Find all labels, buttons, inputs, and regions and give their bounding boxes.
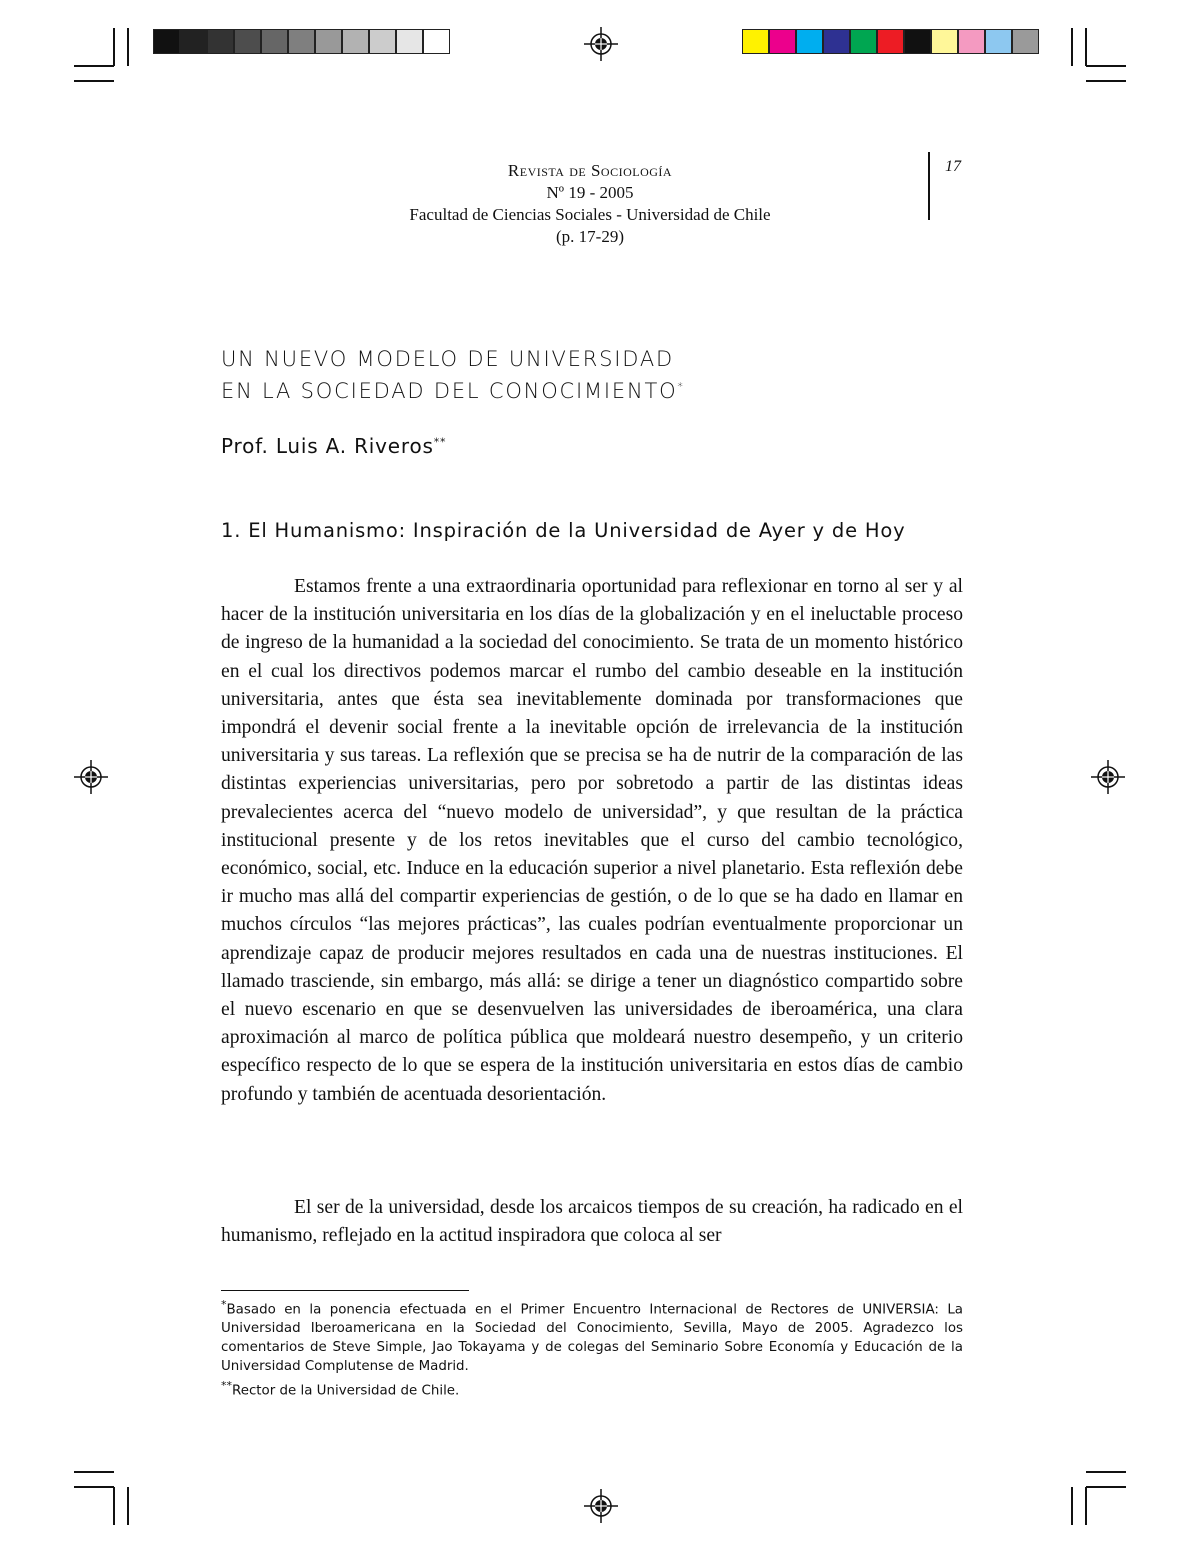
title-line-1: UN NUEVO MODELO DE UNIVERSIDAD (221, 347, 675, 371)
journal-name: Revista de Sociología (507, 161, 673, 180)
crop-mark-bottom-right-h2 (1086, 1486, 1126, 1488)
color-swatch (958, 29, 985, 54)
gray-swatch (153, 29, 180, 54)
gray-swatch (423, 29, 450, 54)
title-footnote-mark: * (677, 380, 685, 393)
journal-header (340, 160, 840, 248)
footnotes (221, 1295, 963, 1401)
color-swatch (850, 29, 877, 54)
crop-mark-bottom-right-v2 (1085, 1487, 1087, 1525)
gray-swatch (369, 29, 396, 54)
footnote-rule (221, 1290, 469, 1291)
body-paragraph-2 (221, 1194, 963, 1250)
color-swatch (742, 29, 769, 54)
author-footnote-mark: ** (433, 435, 447, 449)
color-swatch (796, 29, 823, 54)
color-swatch (769, 29, 796, 54)
section-heading: 1. El Humanismo: Inspiración de la Universidad de Ayer y de Hoy (221, 519, 906, 542)
gray-swatch (207, 29, 234, 54)
crop-mark-top-right-v1 (1071, 28, 1073, 66)
footnote-2-text: Rector de la Universidad de Chile. (232, 1383, 460, 1399)
gray-swatch (396, 29, 423, 54)
crop-mark-top-right-h2 (1086, 80, 1126, 82)
page-range: (p. 17-29) (556, 227, 624, 246)
paragraph-text: Estamos frente a una extraordinaria oportunidad para reflexionar en torno al ser y al hacer de la institución universitaria en los días de la globalización y en el ineluctable proceso de ingreso de la humanidad a la sociedad del conocimiento. Se trata de un momento histórico en el cual los directivos podemos marcar el rumbo del cambio deseable en la institución universitaria, antes que ésta sea inevitablemente dominada por transformaciones que impondrá el devenir social frente a la inevitable opción de irrelevancia de la institución universitaria y sus tareas. La reflexión que se precisa se ha de nutrir de la comparación de las distintas experiencias universitarias, pero por sobretodo a partir de las distintas ideas prevalecientes acerca del “nuevo modelo de universidad”, y que resultan de la práctica institucional presente y de los retos inevitables que el curso del cambio tecnológico, económico, social, etc. Induce en la educación superior a nivel planetario. Esta reflexión debe ir mucho mas allá del compartir experiencias de gestión, o de lo que se ha dado en llamar en muchos círculos “las mejores prácticas”, las cuales podrían eventualmente proporcionar un aprendizaje capaz de producir mejores resultados en cada una de nuestras instituciones. El llamado trasciende, sin embargo, más allá: se dirige a tener un diagnóstico compartido sobre el nuevo escenario en que se desenvuelven las universidades de iberoamérica, una clara aproximación al marco de política pública que moldeará nuestro desempeño, y un criterio específico respecto de lo que se espera de la institución universitaria en estos días de cambio profundo y también de acentuada desorientación. (221, 576, 963, 1105)
registration-mark-top-icon (584, 27, 618, 61)
gray-swatch (288, 29, 315, 54)
faculty-line: Facultad de Ciencias Sociales - Universidad de Chile (409, 205, 771, 224)
registration-mark-right-icon (1091, 760, 1125, 794)
crop-mark-bottom-left-v2 (127, 1487, 129, 1525)
page-number: 17 (945, 158, 961, 175)
crop-mark-bottom-right-h (1086, 1471, 1126, 1473)
crop-mark-top-left-v2 (127, 28, 129, 66)
gray-swatch (234, 29, 261, 54)
color-swatch (877, 29, 904, 54)
article-title (221, 346, 685, 405)
process-color-bar (742, 29, 1039, 54)
crop-mark-bottom-left-h (74, 1471, 114, 1473)
title-line-2: EN LA SOCIEDAD DEL CONOCIMIENTO (221, 379, 678, 403)
color-swatch (1012, 29, 1039, 54)
footnote-1-text: Basado en la ponencia efectuada en el Primer Encuentro Internacional de Rectores de UNIVERSIA: La Universidad Iberoamericana en la Sociedad del Conocimiento, Sevilla, Mayo de 2005. Agradezco los comentarios de Steve Simple, Jao Tokayama y de colegas del Seminario Sobre Economía y Educación de la Universidad Complutense de Madrid. (221, 1302, 963, 1375)
gray-swatch (180, 29, 207, 54)
color-swatch (904, 29, 931, 54)
crop-mark-top-right-v2 (1085, 28, 1087, 66)
paragraph-text: El ser de la universidad, desde los arcaicos tiempos de su creación, ha radicado en el humanismo, reflejado en la actitud inspiradora que coloca al ser (221, 1197, 963, 1247)
color-swatch (931, 29, 958, 54)
color-swatch (985, 29, 1012, 54)
registration-mark-bottom-icon (584, 1489, 618, 1523)
gray-swatch (342, 29, 369, 54)
crop-mark-top-right-h (1086, 65, 1126, 67)
footnote-2-mark: ** (221, 1379, 232, 1393)
author-name: Prof. Luis A. Riveros (221, 434, 434, 458)
author-line (221, 434, 446, 458)
footnote-2 (221, 1376, 963, 1400)
gray-swatch (315, 29, 342, 54)
issue-number: Nº 19 - 2005 (546, 183, 634, 202)
footnote-1 (221, 1295, 963, 1376)
crop-mark-top-left-h2 (74, 80, 114, 82)
crop-mark-bottom-left-v1 (113, 1487, 115, 1525)
gray-swatch (261, 29, 288, 54)
color-swatch (823, 29, 850, 54)
footnote-1-mark: * (221, 1298, 227, 1311)
crop-mark-top-left-v1 (113, 28, 115, 66)
header-divider (928, 152, 930, 220)
grayscale-color-bar (153, 29, 450, 54)
body-paragraph-1 (221, 573, 963, 1109)
registration-mark-left-icon (74, 760, 108, 794)
crop-mark-top-left-h (74, 65, 114, 67)
crop-mark-bottom-left-h2 (74, 1486, 114, 1488)
crop-mark-bottom-right-v1 (1071, 1487, 1073, 1525)
